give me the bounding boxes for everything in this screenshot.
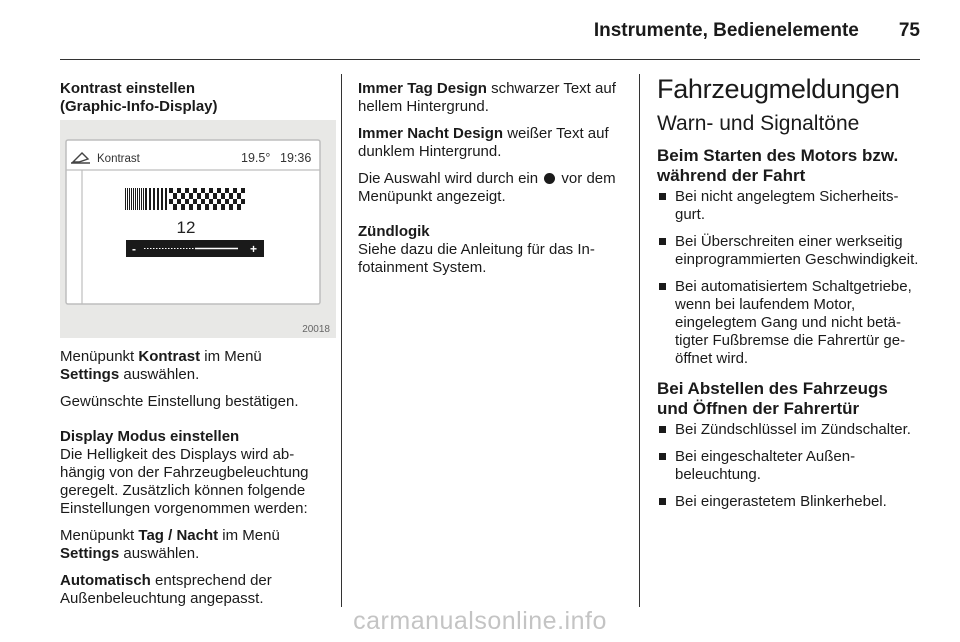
section-title-fahrzeugmeldungen: Fahrzeugmeldungen	[657, 74, 900, 104]
list-item: Bei eingerastetem Blinkerhebel.	[657, 493, 920, 511]
figure-id: 20018	[302, 324, 330, 335]
list-item: Bei Überschreiten einer werkseitig einprogrammierten Geschwindigkeit.	[657, 233, 920, 269]
paragraph-confirm: Gewünschte Einstellung bestätigen.	[60, 393, 299, 410]
column-1	[60, 80, 330, 116]
page-header	[594, 20, 920, 42]
section-heading-zuendlogik: Zündlogik	[358, 223, 430, 240]
slider-plus: +	[250, 242, 258, 256]
figure-label: Kontrast	[97, 153, 140, 165]
square-bullet-icon	[659, 283, 666, 290]
column-1-body	[60, 348, 330, 617]
list-item: Bei automatisiertem Schaltgetriebe, wenn bei laufendem Motor, eingelegtem Gang und nicht betätigter Fußbremse die Fahrertür geöffnet wird.	[657, 278, 920, 368]
column-2	[358, 80, 628, 286]
watermark: carmanualsonline.info	[353, 607, 607, 635]
contrast-pattern	[125, 188, 247, 210]
page-number: 75	[898, 20, 920, 41]
display-figure	[60, 120, 336, 338]
display-illustration	[60, 120, 336, 338]
list-abstellen	[657, 421, 920, 511]
paragraph-kontrast-menu: Menüpunkt Kontrast im Menü Settings auswählen.	[60, 348, 262, 383]
figure-temp: 19.5°	[241, 151, 271, 165]
list-item: Bei Zündschlüssel im Zündschalter.	[657, 421, 920, 439]
square-bullet-icon	[659, 453, 666, 460]
subheading-abstellen: Bei Abstellen des Fahrzeugs und Öffnen der Fahrertür	[657, 379, 888, 418]
list-item: Bei nicht angelegtem Sicherheitsgurt.	[657, 188, 920, 224]
paragraph-display: Die Helligkeit des Displays wird abhängig von der Fahrzeugbeleuchtung geregelt. Zusätzlich können folgende Einstellungen vorgenommen werden:	[60, 446, 309, 517]
section-heading-display-modus: Display Modus einstellen	[60, 428, 240, 445]
list-starten	[657, 188, 920, 368]
square-bullet-icon	[659, 426, 666, 433]
section-title-warntoene: Warn- und Signaltöne	[657, 112, 860, 135]
slider-minus: -	[132, 242, 136, 256]
paragraph-tag-nacht: Menüpunkt Tag / Nacht im Menü Settings auswählen.	[60, 527, 280, 562]
paragraph-auswahl: Die Auswahl wird durch ein vor dem Menüpunkt angezeigt.	[358, 170, 616, 205]
bullet-dot-icon	[544, 173, 555, 184]
column-divider-1	[341, 74, 342, 607]
list-item: Bei eingeschalteter Außenbeleuchtung.	[657, 448, 920, 484]
contrast-slider	[126, 240, 264, 257]
square-bullet-icon	[659, 498, 666, 505]
paragraph-tag-design: Immer Tag Design schwarzer Text auf hellem Hintergrund.	[358, 80, 616, 115]
column-divider-2	[639, 74, 640, 607]
header-rule	[60, 59, 920, 60]
header-title: Instrumente, Bedienelemente	[593, 20, 859, 41]
square-bullet-icon	[659, 238, 666, 245]
figure-time: 19:36	[280, 151, 312, 165]
subheading-starten: Beim Starten des Motors bzw. während der Fahrt	[657, 146, 899, 185]
paragraph-nacht-design: Immer Nacht Design weißer Text auf dunklem Hintergrund.	[358, 125, 609, 160]
column-3	[657, 74, 920, 520]
paragraph-infotainment: Siehe dazu die Anleitung für das Infotainment System.	[358, 241, 595, 276]
square-bullet-icon	[659, 193, 666, 200]
section-heading-kontrast: Kontrast einstellen (Graphic-Info-Display)	[60, 80, 218, 115]
figure-value: 12	[176, 218, 196, 237]
paragraph-automatisch: Automatisch entsprechend der Außenbeleuchtung angepasst.	[60, 572, 272, 607]
